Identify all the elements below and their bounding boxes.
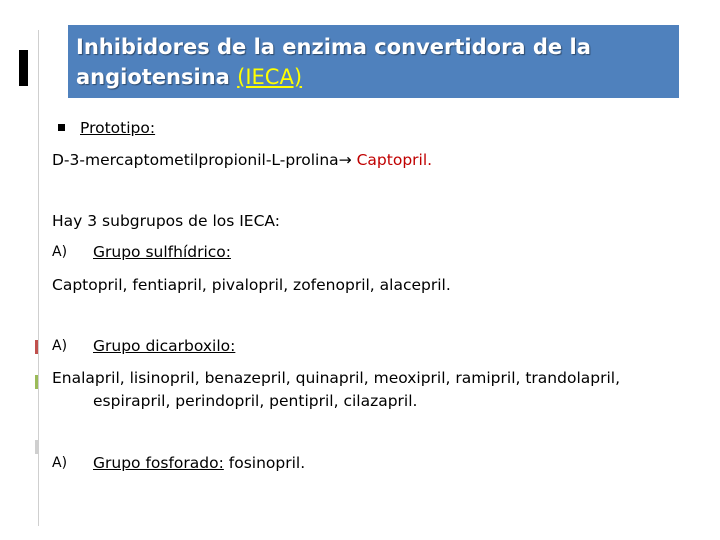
group-1-letter: A) — [52, 244, 68, 260]
prototype-label: Prototipo: — [80, 119, 156, 137]
group-2-letter: A) — [52, 338, 68, 354]
group-2-drugs-line-2: espirapril, perindopril, pentipril, cilazapril. — [93, 392, 418, 410]
bullet-square-icon — [58, 124, 65, 131]
group-3-drugs: fosinopril. — [223, 454, 306, 472]
prototype-line — [52, 149, 432, 171]
accent-mark-red — [35, 340, 38, 354]
group-3-letter: A) — [52, 455, 68, 471]
prototype-name: Captopril. — [356, 151, 433, 169]
subgroups-intro: Hay 3 subgrupos de los IECA: — [52, 212, 280, 230]
title-line-1: Inhibidores de la enzima convertidora de la — [76, 35, 591, 59]
decorative-rule — [38, 30, 39, 526]
group-1-heading: Grupo sulfhídrico: — [93, 243, 231, 261]
title-line-2-text: angiotensina — [76, 65, 238, 89]
prototype-compound: D-3-mercaptometilpropionil-L-prolina — [52, 151, 339, 169]
slide-title — [68, 25, 679, 98]
group-3-heading: Grupo fosforado: — [93, 454, 224, 472]
accent-mark-green — [35, 375, 38, 389]
accent-mark-gray — [35, 440, 38, 454]
title-acronym: (IECA) — [237, 65, 303, 89]
group-2-drugs-line-1: Enalapril, lisinopril, benazepril, quinapril, meoxipril, ramipril, trandolapril, — [52, 369, 620, 387]
decorative-bar — [19, 50, 28, 86]
group-2-heading: Grupo dicarboxilo: — [93, 337, 236, 355]
title-line-2 — [76, 62, 679, 92]
arrow-icon: → — [338, 151, 352, 169]
group-1-drugs: Captopril, fentiapril, pivalopril, zofenopril, alacepril. — [52, 276, 451, 294]
group-3-line — [93, 452, 305, 474]
